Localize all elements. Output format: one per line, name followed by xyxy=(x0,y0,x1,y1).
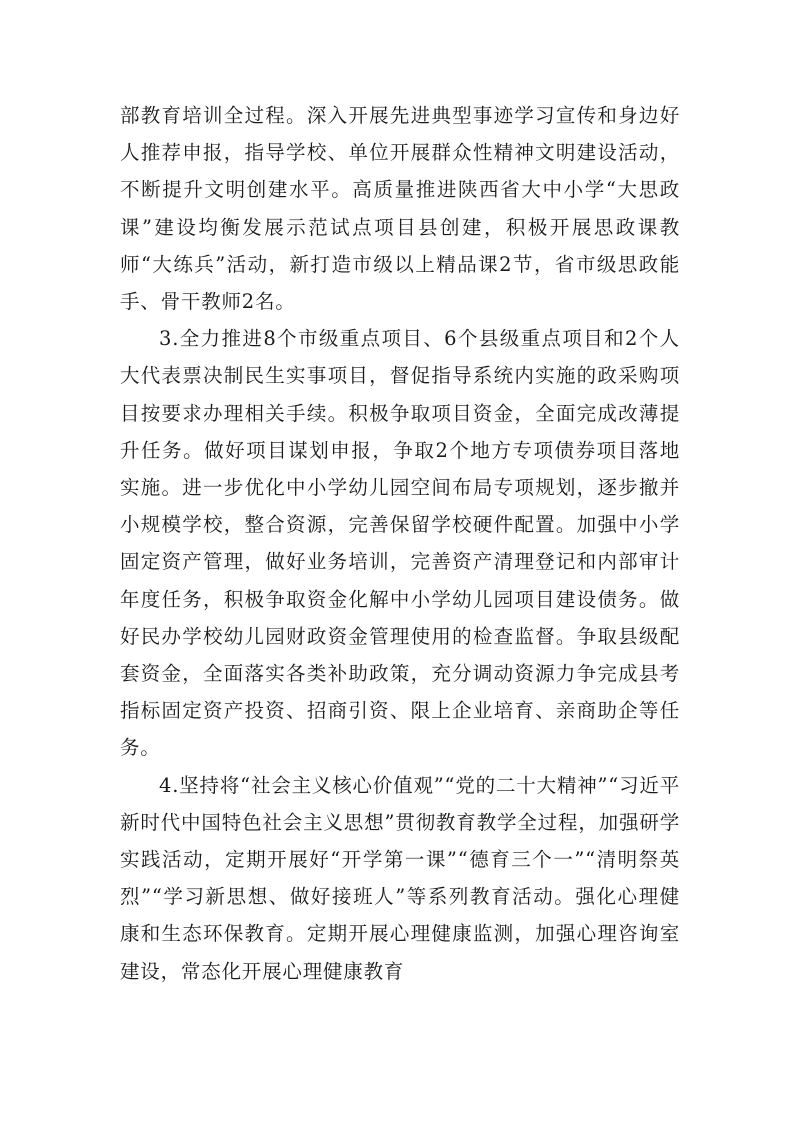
paragraph-2: 3.全力推进8个市级重点项目、6个县级重点项目和2个人大代表票决制民生实事项目，督促指导系统内实施的政采购项目按要求办理相关手续。积极争取项目资金，全面完成改薄提升任务。做好项目谋划申报，争取2个地方专项债券项目落地实施。进一步优化中小学幼儿园空间布局专项规划，逐步撤并小规模学校，整合资源，完善保留学校硬件配置。加强中小学固定资产管理，做好业务培训，完善资产清理登记和内部审计年度任务，积极争取资金化解中小学幼儿园项目建设债务。做好民办学校幼儿园财政资金管理使用的检查监督。争取县级配套资金，全面落实各类补助政策，充分调动资源力争完成县考指标固定资产投资、招商引资、限上企业培育、亲商助企等任务。 xyxy=(120,327,680,760)
paragraph-1: 部教育培训全过程。深入开展先进典型事迹学习宣传和身边好人推荐申报，指导学校、单位开展群众性精神文明建设活动，不断提升文明创建水平。高质量推进陕西省大中小学“大思政课”建设均衡发展示范试点项目县创建，积极开展思政课教师“大练兵”活动，新打造市级以上精品课2节，省市级思政能手、骨干教师2名。 xyxy=(120,104,680,314)
document-body xyxy=(120,97,680,990)
paragraph-3: 4.坚持将“社会主义核心价值观”“党的二十大精神”“习近平新时代中国特色社会主义思想”贯彻教育教学全过程，加强研学实践活动，定期开展好“开学第一课”“德育三个一”“清明祭英烈”“学习新思想、做好接班人”等系列教育活动。强化心理健康和生态环保教育。定期开展心理健康监测，加强心理咨询室建设，常态化开展心理健康教育 xyxy=(120,773,680,983)
